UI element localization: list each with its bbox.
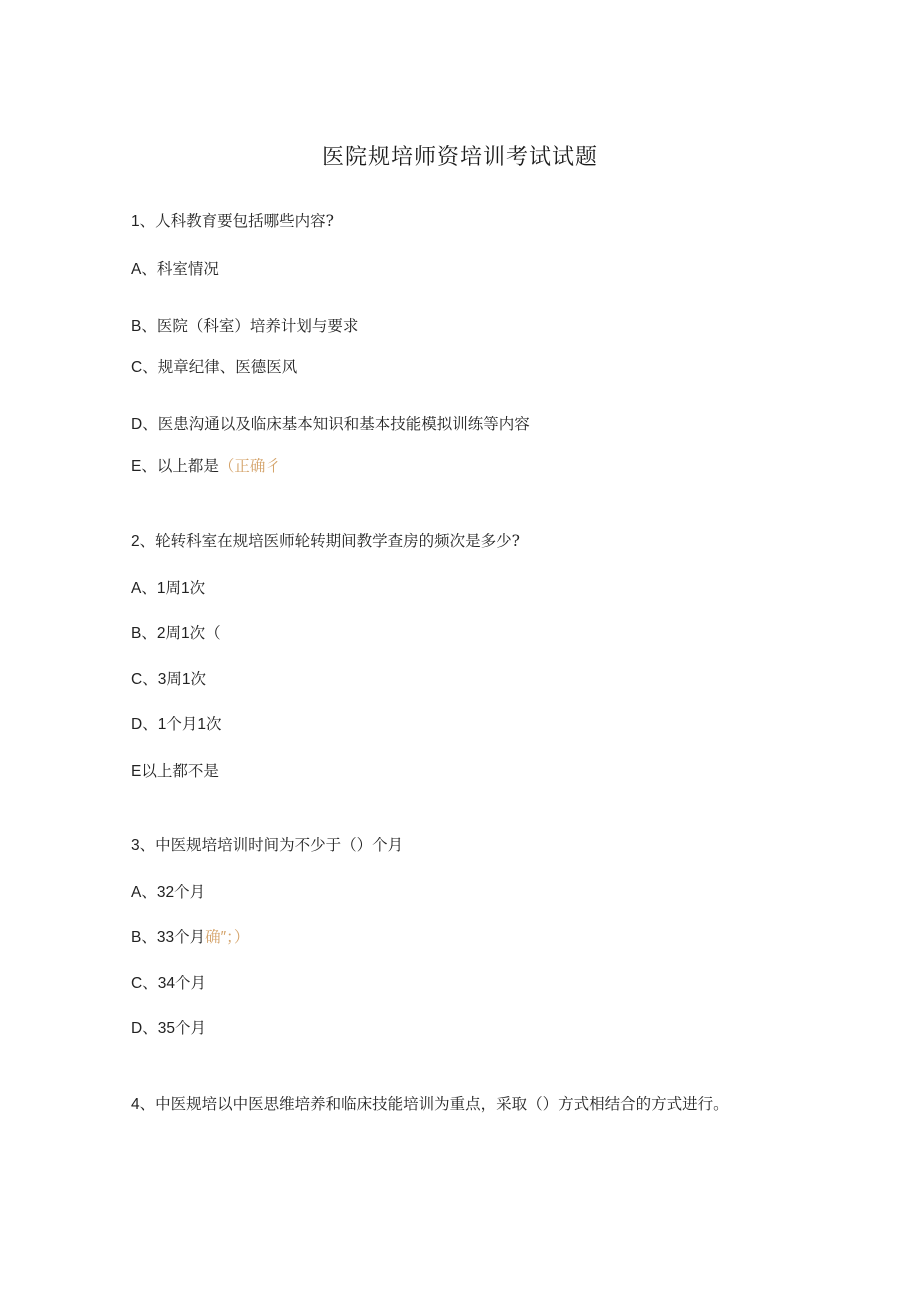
q1-option-e	[131, 456, 281, 477]
question-text: 、人科教育要包括哪些内容?	[139, 212, 334, 230]
option-letter: B	[131, 318, 142, 335]
answer-mark: 确″；）	[205, 929, 250, 946]
q3-option-c	[131, 974, 206, 994]
q3-option-b	[131, 928, 249, 948]
option-letter: D	[131, 716, 143, 733]
q2-option-a	[131, 579, 205, 599]
option-letter: A	[131, 261, 142, 278]
q3-option-d	[131, 1019, 206, 1039]
option-letter: A	[131, 580, 142, 597]
option-text: 、规章纪律、医德医风	[142, 358, 298, 376]
question-number: 2	[131, 533, 140, 550]
option-letter: D	[131, 1020, 143, 1037]
page-title: 医院规培师资培训考试试题	[321, 145, 598, 170]
option-letter: C	[131, 359, 143, 376]
question-text: 、中医规培培训时间为不少于（）个月	[139, 836, 404, 854]
option-letter: B	[131, 625, 142, 642]
question-1	[131, 211, 334, 232]
option-letter: A	[131, 884, 142, 901]
q2-option-d	[131, 715, 221, 735]
option-text: 、医患沟通以及临床基本知识和基本技能模拟训练等内容	[142, 415, 530, 433]
option-text: 、以上都是	[141, 457, 219, 475]
option-letter: C	[131, 671, 143, 688]
q2-option-b	[131, 624, 221, 644]
option-text: 、1周1次	[141, 580, 206, 597]
option-letter: E	[131, 458, 142, 475]
option-letter: B	[131, 929, 142, 946]
option-text: 、35个月	[142, 1020, 206, 1037]
q2-option-e	[131, 761, 219, 782]
option-text: 、医院（科室）培养计划与要求	[141, 317, 359, 335]
q3-option-a	[131, 883, 205, 903]
question-2	[131, 531, 520, 552]
q1-option-a	[131, 259, 219, 280]
answer-mark: （正确彳	[218, 457, 281, 475]
option-letter: E	[131, 763, 142, 780]
option-text: 、33个月	[141, 929, 206, 946]
q1-option-c	[131, 357, 297, 378]
option-text: 、科室情况	[141, 260, 219, 278]
question-number: 3	[131, 837, 140, 854]
q2-option-c	[131, 670, 206, 690]
question-3	[131, 835, 403, 856]
question-4	[131, 1094, 729, 1115]
option-text: 以上都不是	[141, 762, 219, 780]
option-text: 、1个月1次	[142, 716, 222, 733]
question-text: 、轮转科室在规培医师轮转期间教学查房的频次是多少?	[139, 532, 520, 550]
question-text: 、中医规培以中医思维培养和临床技能培训为重点，采取（）方式相结合的方式进行。	[139, 1095, 729, 1113]
option-text: 、34个月	[142, 975, 206, 992]
option-text: 、3周1次	[142, 671, 206, 688]
option-text: 、32个月	[141, 884, 206, 901]
question-number: 1	[131, 213, 140, 230]
option-text: 、2周1次（	[141, 625, 221, 642]
option-letter: C	[131, 975, 143, 992]
q1-option-b	[131, 316, 358, 337]
question-number: 4	[131, 1096, 140, 1113]
option-letter: D	[131, 416, 143, 433]
q1-option-d	[131, 414, 530, 435]
